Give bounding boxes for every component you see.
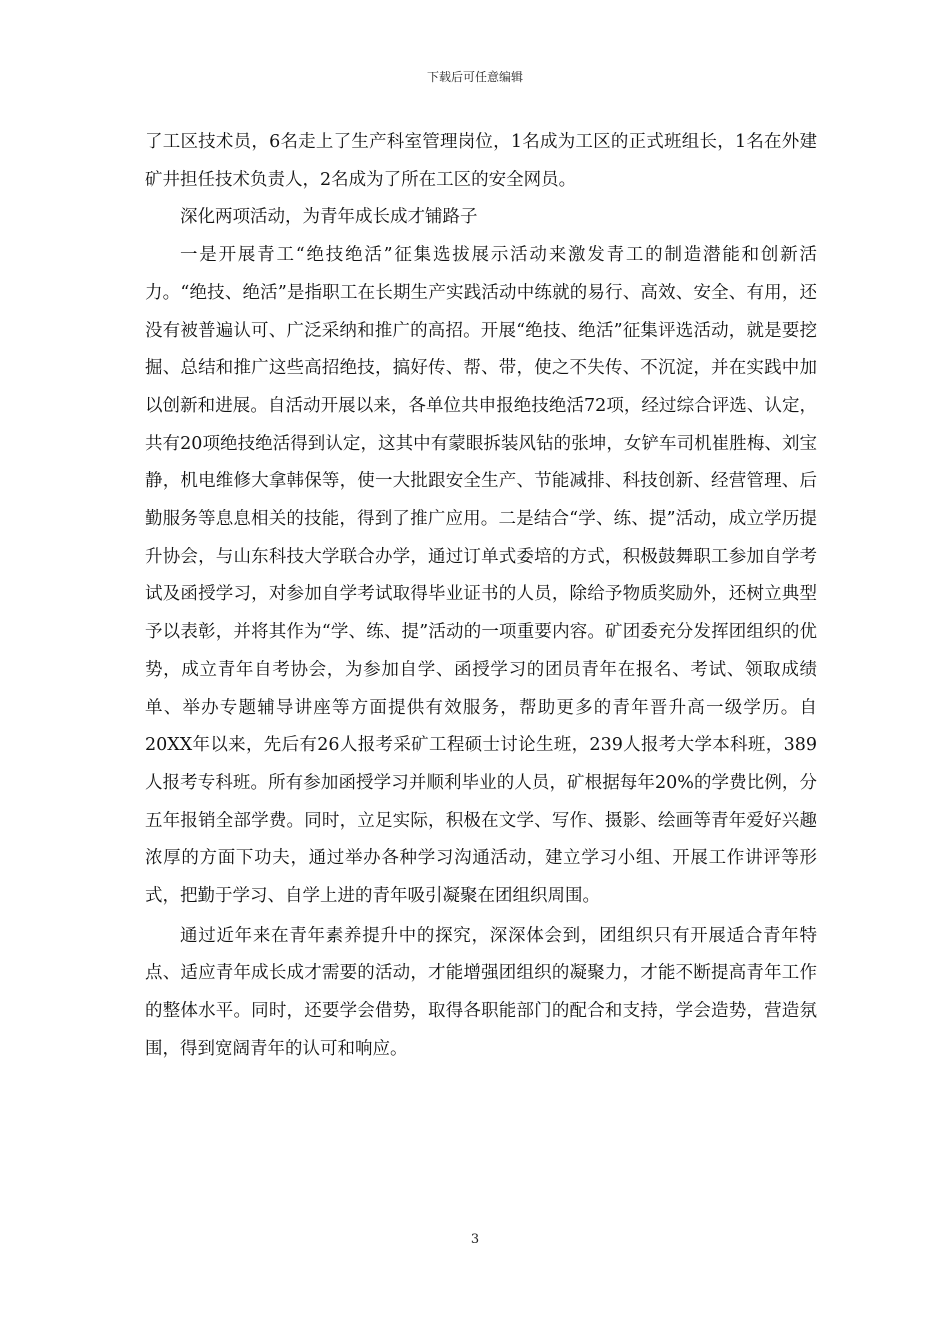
page-number: 3 (470, 1232, 480, 1247)
paragraph-continuation: 了工区技术员，6名走上了生产科室管理岗位，1名成为工区的正式班组长，1名在外建矿井担任技术负责人，2名成为了所在工区的安全网员。 (145, 132, 817, 190)
document-body (145, 124, 817, 1069)
paragraph-conclusion: 通过近年来在青年素养提升中的探究，深深体会到，团组织只有开展适合青年特点、适应青年成长成才需要的活动，才能增强团组织的凝聚力，才能不断提高青年工作的整体水平。同时，还要学会借势，取得各职能部门的配合和支持，学会造势，营造氛围，得到宽阔青年的认可和响应。 (145, 925, 817, 1059)
paragraph-activities: 一是开展青工“绝技绝活”征集选拔展示活动来激发青工的制造潜能和创新活力。“绝技、绝活”是指职工在长期生产实践活动中练就的易行、高效、安全、有用，还没有被普遍认可、广泛采纳和推广的高招。开展“绝技、绝活”征集评选活动，就是要挖掘、总结和推广这些高招绝技，搞好传、帮、带，使之不失传、不沉淀，并在实践中加以创新和进展。自活动开展以来，各单位共申报绝技绝活72项，经过综合评选、认定，共有20项绝技绝活得到认定，这其中有蒙眼拆装风钻的张坤，女铲车司机崔胜梅、刘宝静，机电维修大拿韩保等，使一大批跟安全生产、节能减排、科技创新、经营管理、后勤服务等息息相关的技能，得到了推广应用。二是结合“学、练、提”活动，成立学历提升协会，与山东科技大学联合办学，通过订单式委培的方式，积极鼓舞职工参加自学考试及函授学习，对参加自学考试取得毕业证书的人员，除给予物质奖励外，还树立典型予以表彰，并将其作为“学、练、提”活动的一项重要内容。矿团委充分发挥团组织的优势，成立青年自考协会，为参加自学、函授学习的团员青年在报名、考试、领取成绩单、举办专题辅导讲座等方面提供有效服务，帮助更多的青年晋升高一级学历。自20XX年以来，先后有26人报考采矿工程硕士讨论生班，239人报考大学本科班，389人报考专科班。所有参加函授学习并顺利毕业的人员，矿根据每年20%的学费比例，分五年报销全部学费。同时，立足实际，积极在文学、写作、摄影、绘画等青年爱好兴趣浓厚的方面下功夫，通过举办各种学习沟通活动，建立学习小组、开展工作讲评等形式，把勤于学习、自学上进的青年吸引凝聚在团组织周围。 (145, 245, 817, 907)
page-header: 下载后可任意编辑 (426, 70, 523, 84)
section-heading: 深化两项活动，为青年成长成才铺路子 (180, 207, 478, 228)
